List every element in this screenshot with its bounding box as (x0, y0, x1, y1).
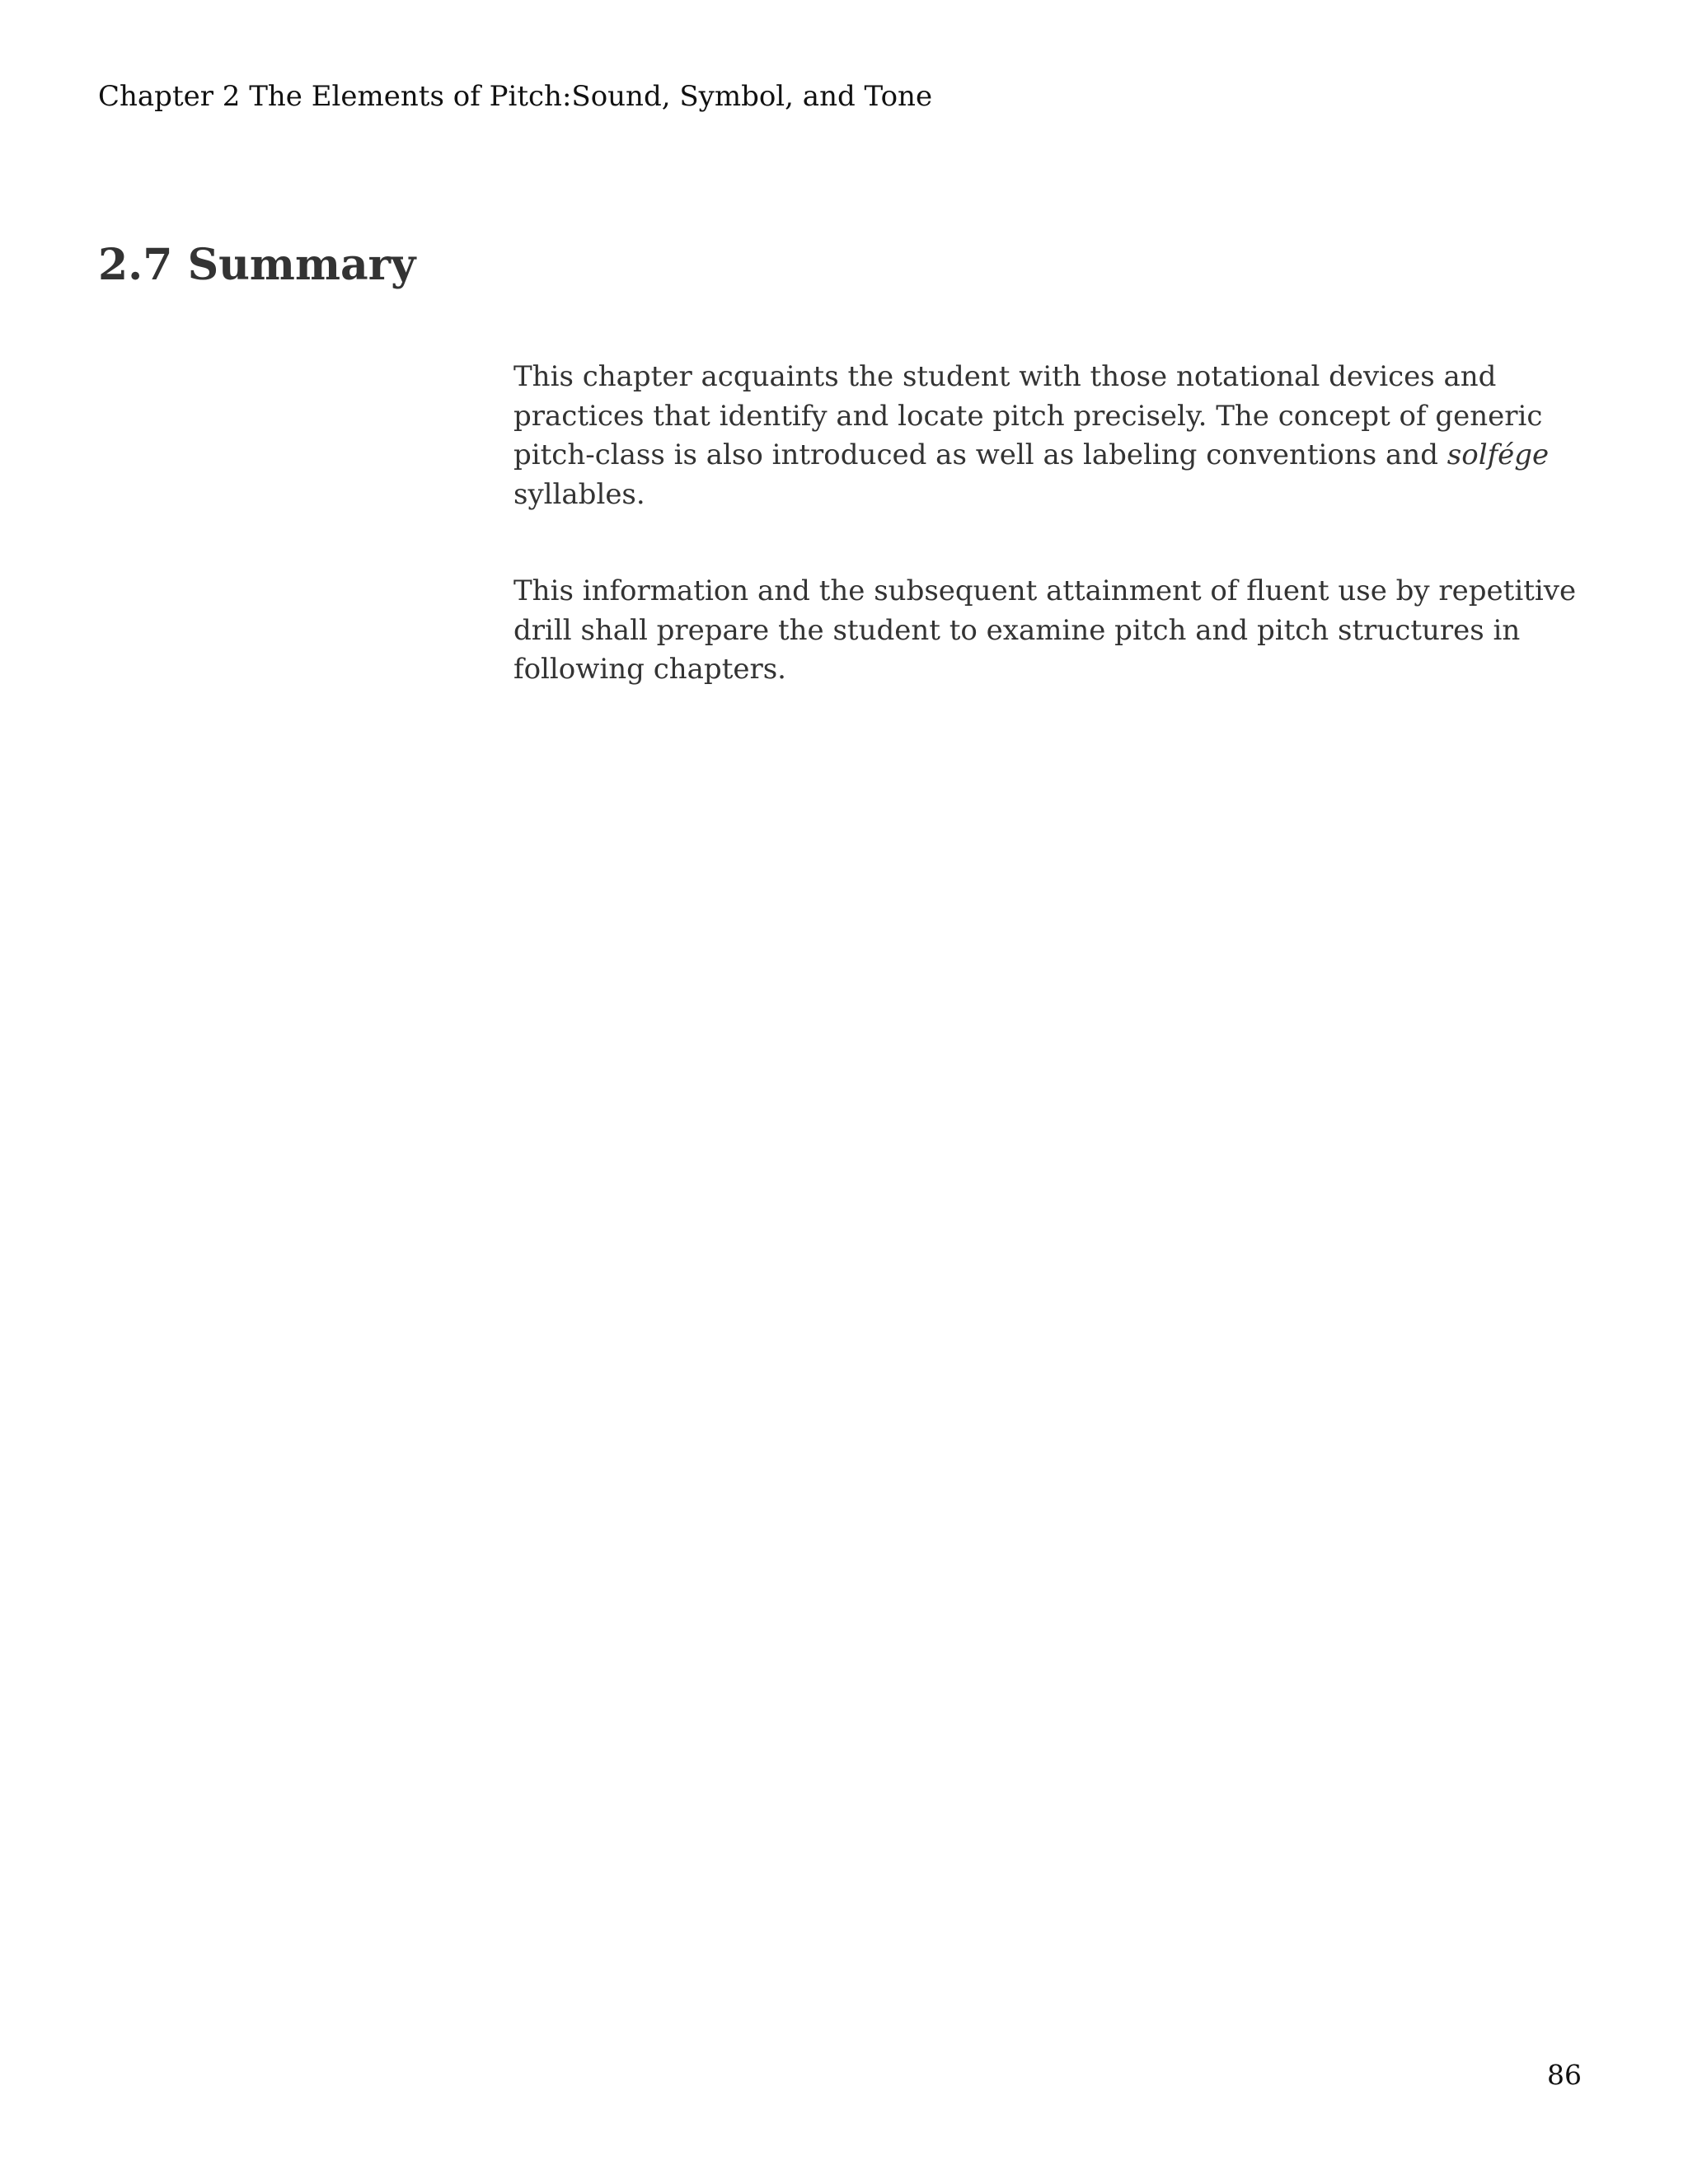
paragraph-text: syllables. (513, 477, 645, 511)
summary-body (513, 358, 1585, 748)
summary-paragraph-2: This information and the subsequent attainment of fluent use by repetitive drill shall prepare the student to examine pitch and pitch structures in following chapters. (513, 574, 1577, 686)
paragraph-text: This chapter acquaints the student with those notational devices and practices that identify and locate pitch precisely. The concept of generic pitch-class is also introduced as well as labeling conventions and (513, 360, 1543, 471)
italic-term: solfége (1447, 438, 1550, 471)
page-number: 86 (1547, 2059, 1582, 2091)
section-heading: 2.7 Summary (98, 240, 416, 290)
summary-paragraph-1 (513, 358, 1585, 514)
running-header: Chapter 2 The Elements of Pitch:Sound, Symbol, and Tone (98, 80, 933, 113)
